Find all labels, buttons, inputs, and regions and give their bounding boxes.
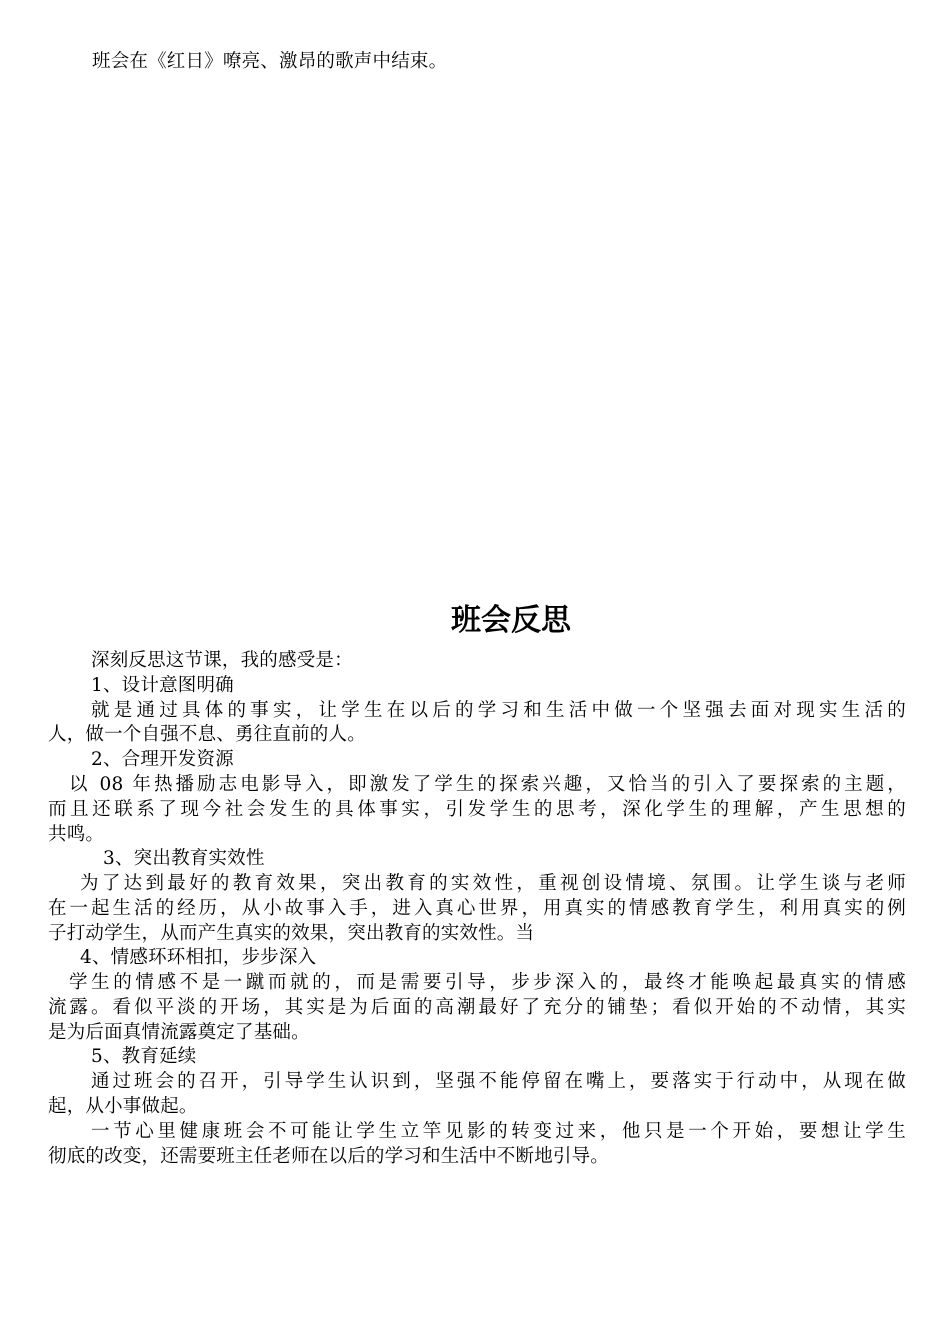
point-5-line-1: 通过班会的召开，引导学生认识到，坚强不能停留在嘴上，要落实于行动中，从现在做 (91, 1071, 906, 1092)
point-4-line-3: 是为后面真情流露奠定了基础。 (48, 1022, 310, 1043)
point-3-line-3: 子打动学生，从而产生真实的效果，突出教育的实效性。当 (48, 923, 535, 944)
intro-line: 深刻反思这节课，我的感受是： (91, 650, 353, 671)
point-3-line-1: 为了达到最好的教育效果，突出教育的实效性，重视创设情境、氛围。让学生谈与老师 (80, 873, 906, 894)
point-4-line-2: 流露。看似平淡的开场，其实是为后面的高潮最好了充分的铺垫；看似开始的不动情，其实 (48, 997, 906, 1018)
point-4-heading: 4、情感环环相扣，步步深入 (80, 947, 317, 968)
point-3-heading: 3、突出教育实效性 (103, 848, 265, 869)
closing-line-1: 一节心里健康班会不可能让学生立竿见影的转变过来，他只是一个开始，要想让学生 (91, 1121, 906, 1142)
point-1-line-2: 人，做一个自强不息、勇往直前的人。 (48, 724, 366, 745)
point-4-line-1: 学生的情感不是一蹴而就的，而是需要引导，步步深入的，最终才能唤起最真实的情感 (69, 972, 906, 993)
point-5-heading: 5、教育延续 (91, 1046, 197, 1067)
point-2-line-3: 共鸣。 (48, 824, 105, 845)
section-title: 班会反思 (451, 603, 571, 638)
point-2-heading: 2、合理开发资源 (91, 749, 234, 770)
point-1-heading: 1、设计意图明确 (91, 675, 234, 696)
point-2-line-1: 以 08 年热播励志电影导入，即激发了学生的探索兴趣，又恰当的引入了要探索的主题， (69, 774, 906, 795)
point-5-line-2: 起，从小事做起。 (48, 1096, 198, 1117)
point-1-line-1: 就是通过具体的事实，让学生在以后的学习和生活中做一个坚强去面对现实生活的 (91, 700, 906, 721)
closing-line-2: 彻底的改变，还需要班主任老师在以后的学习和生活中不断地引导。 (48, 1146, 610, 1167)
top-paragraph: 班会在《红日》嘹亮、激昂的歌声中结束。 (92, 51, 448, 72)
point-3-line-2: 在一起生活的经历，从小故事入手，进入真心世界，用真实的情感教育学生，利用真实的例 (48, 898, 906, 919)
point-2-line-2: 而且还联系了现今社会发生的具体事实，引发学生的思考，深化学生的理解，产生思想的 (48, 799, 906, 820)
